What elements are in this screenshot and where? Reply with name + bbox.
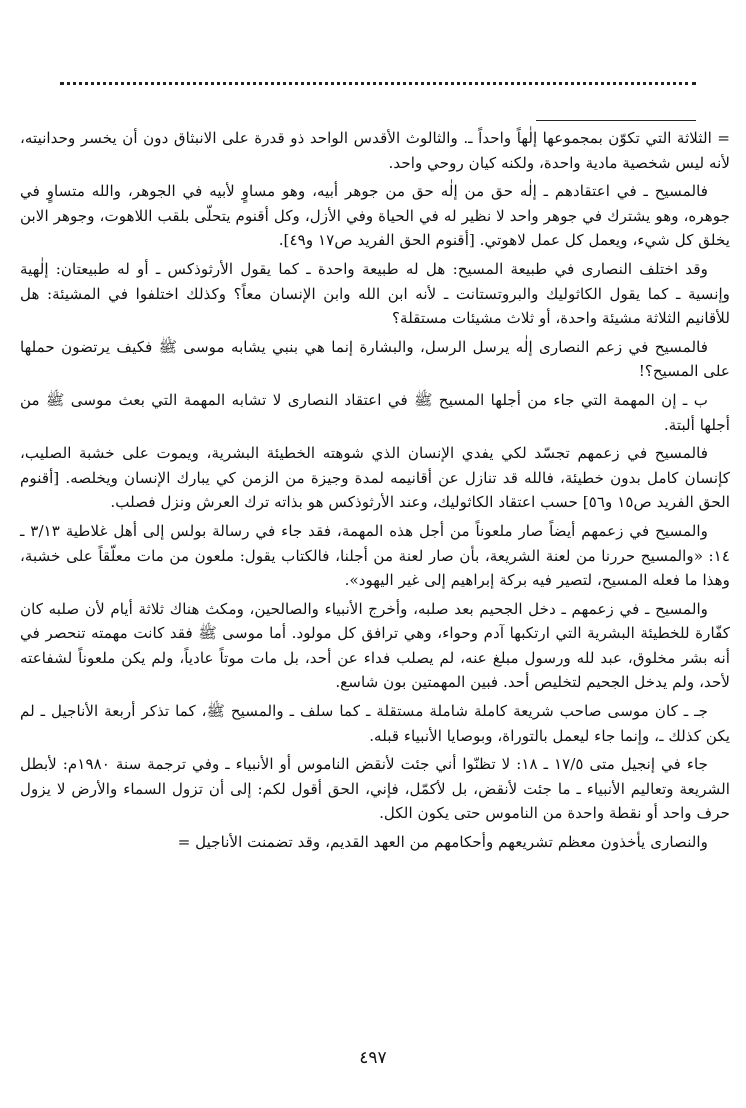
paragraph: فالمسيح في زعمهم تجسّد لكي يفدي الإنسان الذي شوهته الخطيئة البشرية، ويموت على خشبة الصليب، كإنسان كامل بدون خطيئة، فالله قد تنازل عن أقانيمه لمدة وجيزة من الزمن كي يبارك الإنسان ويخلصه. [أقنوم الحق الفريد ص١٥ و٥٦] حسب اعتقاد الكاثوليك، وعند الأرثوذكس هو بذاته ترك العرش ونزل فصلب. <box>20 444 730 512</box>
paragraph: جـ ـ كان موسى صاحب شريعة كاملة شاملة مستقلة ـ كما سلف ـ والمسيح ﷺ، كما تذكر أربعة الأناجيل ـ لم يكن كذلك ـ، وإنما جاء ليعمل بالتوراة، وبوصايا الأنبياء قبله. <box>20 702 730 745</box>
paragraph: وقد اختلف النصارى في طبيعة المسيح: هل له طبيعة واحدة ـ كما يقول الأرثوذكس ـ أو له طبيعتان: إلٰهية وإنسية ـ كما يقول الكاثوليك والبروتستانت ـ لأنه ابن الله وابن الإنسان معاً؟ وكذلك اختلفوا في المشيئة: هل للأقانيم الثلاثة مشيئة واحدة، أو ثلاث مشيئات مستقلة؟ <box>20 259 730 328</box>
paragraph: والمسيح في زعمهم أيضاً صار ملعوناً من أجل هذه المهمة، فقد جاء في رسالة بولس إلى أهل غلاطية ٣/١٣ ـ ١٤: «والمسيح حررنا من لعنة الشريعة، بأن صار لعنة من أجلنا، فالكتاب يقول: ملعون من مات معلّقاً على خشبة، وهذا ما فعله المسيح، لتصير فيه بركة إبراهيم إلى غير اليهود». <box>20 521 730 590</box>
paragraph: جاء في إنجيل متى ١٧/٥ ـ ١٨: لا تظنّوا أني جئت لأنقض الناموس أو الأنبياء ـ وفي ترجمة سنة ١٩٨٠م: لأبطل الشريعة وتعاليم الأنبياء ـ ما جئت لأنقض، بل لأكمّل، فإني، الحق أقول لكم: إلى أن تزول السماء والأرض لا يزول حرف واحد أو نقطة واحدة من الناموس حتى يكون الكل. <box>20 755 730 823</box>
dotted-separator <box>60 82 696 85</box>
paragraph: والمسيح ـ في زعمهم ـ دخل الجحيم بعد صلبه، وأخرج الأنبياء والصالحين، ومكث هناك ثلاثة أيام لأن صلبه كان كفّارة للخطيئة البشرية التي ارتكبها آدم وحواء، وهي ترافق كل مولود. أما موسى ﷺ فقد كانت مهمته تنحصر في أنه بشر مخلوق، عبد لله ورسول مبلغ عنه، لم يصلب فداء عن أحد، بل مات موتاً عادياً، ولم يكن ملعوناً لشفاعته لأحد، ولم يدخل الجحيم لتخليص أحد. فبين المهمتين بون شاسع. <box>20 599 730 692</box>
paragraph-continuation: = الثلاثة التي تكوّن بمجموعها إلٰهاً واحداً ـ. والثالوث الأقدس الواحد ذو قدرة على الانبثاق دون أن يخسر وحدانيته، لأنه ليس شخصية مادية واحدة، ولكنه كيان روحي واحد. <box>20 129 730 172</box>
paragraph: فالمسيح ـ في اعتقادهم ـ إلٰه حق من إلٰه حق من جوهر أبيه، وهو مساوٍ لأبيه في الجوهر، والله متساوٍ في جوهره، وهو يشترك في جوهر واحد لا نظير له في الحياة وفي الأزل، وكل أقنوم يتحلّى بلقب اللاهوت، وجوهر الابن يخلق كل شيء، ويعمل كل عمل لاهوتي. [أقنوم الحق الفريد ص١٧ و٤٩]. <box>20 182 730 250</box>
footnote-rule <box>536 120 696 121</box>
paragraph: ب ـ إن المهمة التي جاء من أجلها المسيح ﷺ في اعتقاد النصارى لا تشابه المهمة التي بعث موسى ﷺ من أجلها ألبتة. <box>20 390 730 434</box>
paragraph: والنصارى يأخذون معظم تشريعهم وأحكامهم من العهد القديم، وقد تضمنت الأناجيل = <box>177 833 708 852</box>
page-number: ٤٩٧ <box>359 1048 387 1068</box>
footnote-text <box>20 126 730 859</box>
paragraph: فالمسيح في زعم النصارى إلٰه يرسل الرسل، والبشارة إنما هي بنبي يشابه موسى ﷺ فكيف يرتضون حملها على المسيح؟! <box>20 337 730 381</box>
